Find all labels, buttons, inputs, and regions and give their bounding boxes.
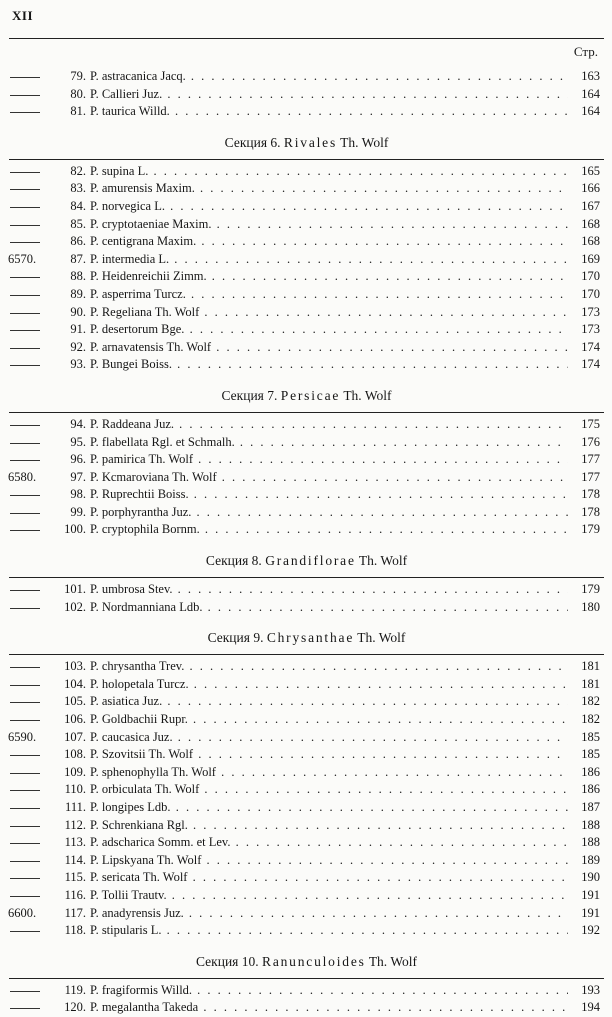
entry-name: P. Ruprechtii Boiss. . . . <box>90 486 568 504</box>
entry-number: 120. <box>64 1000 86 1015</box>
entry-number: 103. <box>64 659 86 674</box>
toc-entry <box>0 887 612 905</box>
entry-dash <box>10 720 40 721</box>
entry-number: 84. <box>70 198 86 213</box>
entry-dash <box>10 991 40 992</box>
entry-name: P. caucasica Juz. . . . <box>90 729 568 747</box>
section-heading-author: Th. Wolf <box>343 387 392 403</box>
toc-entry <box>0 852 612 870</box>
entry-number: 119. <box>64 982 86 997</box>
entry-number: 95. <box>70 434 86 449</box>
entry-name: P. stipularis L. . . . <box>90 922 568 940</box>
entry-number: 109. <box>64 764 86 779</box>
entry-number: 97. <box>70 469 86 484</box>
entry-name: P. desertorum Bge. . . . <box>90 321 568 339</box>
section-heading-author: Th. Wolf <box>358 553 408 569</box>
entry-page: 174 <box>581 339 600 354</box>
entry-number: 102. <box>64 599 86 614</box>
entry-number: 89. <box>70 286 86 301</box>
entry-name: P. orbiculata Th. Wolf . . . <box>90 781 568 799</box>
entry-number: 88. <box>70 269 86 284</box>
entry-dash <box>10 843 40 844</box>
entry-page: 167 <box>581 198 600 213</box>
section-heading-latin: Chrysanthae <box>266 630 355 646</box>
entry-name: P. Raddeana Juz. . . . <box>90 416 568 434</box>
entry-page: 168 <box>581 234 600 249</box>
entry-page: 163 <box>581 69 600 83</box>
series-number: 6590. <box>8 729 37 744</box>
series-number: 6600. <box>8 905 37 920</box>
entry-number: 101. <box>64 582 86 597</box>
entry-dash <box>10 608 40 609</box>
toc-entry <box>0 581 612 599</box>
entry-page: 170 <box>581 286 600 301</box>
section-heading <box>9 946 604 979</box>
entry-number: 116. <box>64 887 86 902</box>
toc-entry <box>0 693 612 711</box>
top-rule <box>9 38 604 39</box>
entry-name: P. supina L. . . . <box>90 163 568 181</box>
entry-dash <box>10 590 40 591</box>
entry-dash <box>10 755 40 756</box>
entry-name: P. Szovitsii Th. Wolf . . . <box>90 746 568 764</box>
entry-dash <box>10 242 40 243</box>
entry-number: 99. <box>70 504 86 519</box>
entry-page: 178 <box>581 487 600 502</box>
toc-entry <box>0 764 612 782</box>
entry-name: P. pamirica Th. Wolf . . . <box>90 451 568 469</box>
entry-number: 111. <box>65 800 86 814</box>
series-number: 6580. <box>8 469 37 484</box>
entry-dash <box>10 443 40 444</box>
toc-entry <box>0 233 612 251</box>
entry-dash <box>10 295 40 296</box>
entry-number: 113. <box>64 835 86 850</box>
entry-page: 194 <box>581 1000 600 1015</box>
entry-page: 193 <box>581 982 600 997</box>
section-heading-latin: Ranunculoides <box>262 953 366 969</box>
entry-number: 86. <box>70 234 86 249</box>
entry-number: 118. <box>64 923 86 938</box>
toc-entry <box>0 469 612 487</box>
entry-page: 165 <box>581 163 600 178</box>
toc-entry <box>0 451 612 469</box>
entry-name: P. megalantha Takeda . . . <box>90 999 568 1017</box>
entry-number: 83. <box>70 181 86 196</box>
entry-name: P. taurica Willd. . . . <box>90 103 568 121</box>
section-heading-latin: Rivales <box>283 134 338 150</box>
entry-dash <box>10 808 40 809</box>
toc-entry <box>0 922 612 940</box>
entry-page: 164 <box>581 86 600 101</box>
entry-name: P. porphyrantha Juz. . . . <box>90 504 568 522</box>
section-heading <box>9 380 604 413</box>
entry-dash <box>10 95 40 96</box>
entry-dash <box>10 495 40 496</box>
entry-name: P. adscharica Somm. et Lev. . . . <box>90 834 568 852</box>
entry-page: 181 <box>581 676 600 691</box>
section-heading-prefix: Секция 8. <box>205 553 262 569</box>
toc-entry <box>0 676 612 694</box>
entry-page: 175 <box>581 416 600 431</box>
section-heading <box>9 622 604 655</box>
entry-page: 186 <box>581 782 600 797</box>
entry-page: 187 <box>581 800 600 814</box>
entry-page: 177 <box>581 469 600 484</box>
entry-name: P. astracanica Jacq. . . . <box>90 68 568 86</box>
toc-entry <box>0 799 612 817</box>
entry-dash <box>10 460 40 461</box>
entry-name: P. Schrenkiana Rgl. . . . <box>90 817 568 835</box>
entry-number: 107. <box>64 729 86 744</box>
entry-dash <box>10 702 40 703</box>
toc-entry <box>0 163 612 181</box>
toc-entry <box>0 781 612 799</box>
entry-number: 80. <box>70 86 86 101</box>
entry-name: P. amurensis Maxim. . . . <box>90 180 568 198</box>
entry-name: P. Goldbachii Rupr. . . . <box>90 711 568 729</box>
entry-number: 96. <box>70 452 86 467</box>
toc-entry <box>0 999 612 1017</box>
toc-entry <box>0 834 612 852</box>
toc-entry <box>0 198 612 216</box>
entry-name: P. Regeliana Th. Wolf . . . <box>90 304 568 322</box>
toc-section <box>0 68 612 121</box>
toc-section <box>0 545 612 616</box>
section-heading <box>9 127 604 160</box>
entry-page: 173 <box>581 304 600 319</box>
toc-entry <box>0 658 612 676</box>
entry-number: 117. <box>64 905 86 920</box>
section-heading-prefix: Секция 9. <box>207 630 264 646</box>
entry-number: 79. <box>70 69 86 83</box>
entry-page: 179 <box>581 582 600 597</box>
entry-name: P. asperrima Turcz. . . . <box>90 286 568 304</box>
entry-page: 174 <box>581 357 600 372</box>
entry-name: P. sericata Th. Wolf . . . <box>90 869 568 887</box>
entry-number: 81. <box>70 104 86 119</box>
entry-name: P. umbrosa Stev. . . . <box>90 581 568 599</box>
toc-section <box>0 946 612 1017</box>
entry-dash <box>10 790 40 791</box>
entry-name: P. flabellata Rgl. et Schmalh. . . . <box>90 434 568 452</box>
entry-dash <box>10 513 40 514</box>
entry-name: P. Tollii Trautv. . . . <box>90 887 568 905</box>
entry-number: 114. <box>64 852 86 867</box>
entry-page: 189 <box>581 852 600 867</box>
toc-entry <box>0 504 612 522</box>
page-number: XII <box>12 8 34 23</box>
entry-page: 188 <box>581 817 600 832</box>
entry-page: 166 <box>581 181 600 196</box>
entry-name: P. Lipskyana Th. Wolf . . . <box>90 852 568 870</box>
entry-page: 191 <box>581 905 600 920</box>
toc-entry <box>0 521 612 539</box>
entry-name: P. Bungei Boiss. . . . <box>90 356 568 374</box>
entry-number: 108. <box>64 747 86 762</box>
entry-dash <box>10 207 40 208</box>
entry-dash <box>10 425 40 426</box>
entry-name: P. sphenophylla Th. Wolf . . . <box>90 764 568 782</box>
entry-page: 178 <box>581 504 600 519</box>
entry-name: P. holopetala Turcz. . . . <box>90 676 568 694</box>
entry-dash <box>10 896 40 897</box>
section-heading-author: Th. Wolf <box>340 134 389 150</box>
entry-page: 179 <box>581 522 600 537</box>
entry-name: P. chrysantha Trev. . . . <box>90 658 568 676</box>
entry-name: P. asiatica Juz. . . . <box>90 693 568 711</box>
entry-page: 185 <box>581 729 600 744</box>
entry-name: P. Nordmanniana Ldb. . . . <box>90 599 568 617</box>
toc-entry <box>0 356 612 374</box>
entry-number: 87. <box>70 251 86 266</box>
entry-number: 105. <box>64 694 86 709</box>
entry-name: P. arnavatensis Th. Wolf . . . <box>90 339 568 357</box>
entry-page: 192 <box>581 923 600 938</box>
toc-entry <box>0 268 612 286</box>
entry-page: 190 <box>581 870 600 885</box>
entry-page: 180 <box>581 599 600 614</box>
toc-section <box>0 380 612 539</box>
toc-entry <box>0 746 612 764</box>
entry-dash <box>10 77 40 78</box>
toc-entry <box>0 486 612 504</box>
entry-dash <box>10 313 40 314</box>
entry-number: 92. <box>70 339 86 354</box>
entry-dash <box>10 861 40 862</box>
entry-dash <box>10 685 40 686</box>
page-column-header: Стр. <box>573 44 598 59</box>
entry-page: 168 <box>581 216 600 231</box>
toc-entry <box>0 180 612 198</box>
entry-name: P. norvegica L. . . . <box>90 198 568 216</box>
section-heading-latin: Grandiflorae <box>265 553 356 569</box>
entry-dash <box>10 172 40 173</box>
entry-page: 177 <box>581 452 600 467</box>
toc-section <box>0 622 612 940</box>
entry-page: 186 <box>581 764 600 779</box>
entry-dash <box>10 826 40 827</box>
entry-dash <box>10 773 40 774</box>
section-heading-latin: Persicae <box>280 387 341 403</box>
entry-dash <box>10 1008 40 1009</box>
toc-entry <box>0 905 612 923</box>
entry-name: P. Kcmaroviana Th. Wolf . . . <box>90 469 568 487</box>
section-heading-prefix: Секция 10. <box>196 953 259 969</box>
toc-entry <box>0 434 612 452</box>
entry-page: 182 <box>581 712 600 727</box>
entry-number: 82. <box>70 163 86 178</box>
toc-entry <box>0 599 612 617</box>
table-of-contents <box>0 68 612 1017</box>
toc-entry <box>0 321 612 339</box>
toc-entry <box>0 216 612 234</box>
entry-number: 104. <box>64 676 86 691</box>
section-heading-author: Th. Wolf <box>357 630 406 646</box>
entry-page: 164 <box>581 104 600 119</box>
entry-name: P. intermedia L. . . . <box>90 251 568 269</box>
toc-entry <box>0 304 612 322</box>
entry-dash <box>10 225 40 226</box>
toc-entry <box>0 103 612 121</box>
toc-entry <box>0 817 612 835</box>
entry-dash <box>10 348 40 349</box>
entry-dash <box>10 667 40 668</box>
toc-entry <box>0 251 612 269</box>
entry-number: 90. <box>70 304 86 319</box>
entry-dash <box>10 365 40 366</box>
toc-entry <box>0 416 612 434</box>
entry-page: 169 <box>581 251 600 266</box>
toc-section <box>0 127 612 374</box>
entry-name: P. anadyrensis Juz. . . . <box>90 905 568 923</box>
entry-number: 112. <box>64 817 86 832</box>
entry-dash <box>10 277 40 278</box>
toc-entry <box>0 68 612 86</box>
entry-name: P. Heidenreichii Zimm. . . . <box>90 268 568 286</box>
entry-dash <box>10 112 40 113</box>
toc-entry <box>0 729 612 747</box>
entry-name: P. centigrana Maxim. . . . <box>90 233 568 251</box>
toc-entry <box>0 869 612 887</box>
entry-page: 188 <box>581 835 600 850</box>
entry-name: P. longipes Ldb. . . . <box>90 799 568 817</box>
entry-page: 173 <box>581 322 600 337</box>
entry-page: 182 <box>581 694 600 709</box>
entry-name: P. cryptotaeniae Maxim. . . . <box>90 216 568 234</box>
entry-number: 91. <box>70 322 86 337</box>
toc-entry <box>0 86 612 104</box>
entry-number: 110. <box>64 782 86 797</box>
section-heading-prefix: Секция 6. <box>224 134 281 150</box>
entry-dash <box>10 330 40 331</box>
toc-entry <box>0 982 612 1000</box>
entry-number: 94. <box>70 416 86 431</box>
toc-entry <box>0 286 612 304</box>
entry-dash <box>10 189 40 190</box>
series-number: 6570. <box>8 251 37 266</box>
entry-number: 115. <box>64 870 86 885</box>
entry-number: 106. <box>64 712 86 727</box>
section-heading-prefix: Секция 7. <box>221 387 278 403</box>
entry-name: P. cryptophila Bornm. . . . <box>90 521 568 539</box>
entry-page: 181 <box>581 659 600 674</box>
entry-page: 185 <box>581 747 600 762</box>
entry-number: 93. <box>70 357 86 372</box>
section-heading <box>9 545 604 578</box>
entry-dash <box>10 878 40 879</box>
entry-name: P. fragiformis Willd. . . . <box>90 982 568 1000</box>
entry-page: 170 <box>581 269 600 284</box>
toc-entry <box>0 711 612 729</box>
entry-page: 176 <box>581 434 600 449</box>
entry-name: P. Callieri Juz. . . . <box>90 86 568 104</box>
entry-dash <box>10 530 40 531</box>
section-heading-author: Th. Wolf <box>368 953 417 969</box>
entry-number: 98. <box>70 487 86 502</box>
toc-entry <box>0 339 612 357</box>
entry-page: 191 <box>581 887 600 902</box>
entry-number: 85. <box>70 216 86 231</box>
entry-dash <box>10 931 40 932</box>
entry-number: 100. <box>64 522 86 537</box>
